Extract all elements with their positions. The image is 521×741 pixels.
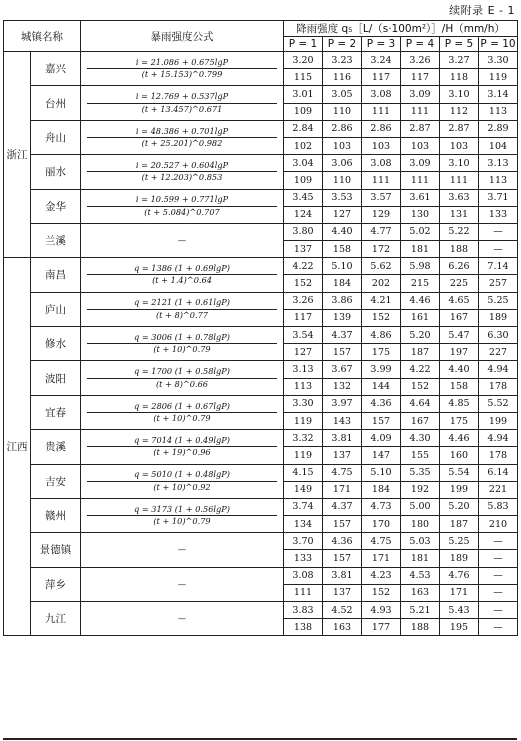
q-value: 3.81 [323,430,362,447]
q-value: 3.04 [284,155,323,172]
formula-denominator: (t + 19)^0.96 [153,447,211,458]
q-value: 4.75 [362,533,401,550]
province-name: 江西 [4,258,31,636]
h-value: 225 [440,275,479,292]
table-row [4,361,518,378]
h-value: 110 [323,172,362,189]
h-value: 171 [440,584,479,601]
q-value: 3.83 [284,602,323,619]
h-value: 143 [323,412,362,429]
h-value: 103 [323,137,362,154]
h-value: 133 [479,206,518,223]
city-name: 嘉兴 [31,52,81,86]
q-value: 4.85 [440,395,479,412]
q-value: 5.20 [440,498,479,515]
h-value: 131 [440,206,479,223]
table-row [4,464,518,481]
q-value: 4.75 [323,464,362,481]
h-value: 202 [362,275,401,292]
q-value: 3.23 [323,52,362,69]
formula-cell [81,464,284,498]
table-row [4,533,518,550]
formula-cell [81,327,284,361]
q-value: 3.99 [362,361,401,378]
formula-cell [81,430,284,464]
q-value: 4.40 [323,223,362,240]
q-value: 4.30 [401,430,440,447]
h-value: 180 [401,516,440,533]
continued-label: 续附录 E - 1 [449,4,515,17]
h-value: 111 [401,172,440,189]
h-value: 124 [284,206,323,223]
formula-numerator: q = 1700 (1 + 0.58lgP) [87,367,277,378]
h-value: 113 [479,103,518,120]
h-value: 109 [284,103,323,120]
province-name: 浙江 [4,52,31,258]
formula-numerator: i = 10.599 + 0.771lgP [87,195,277,206]
city-name: 景德镇 [31,533,81,567]
q-value: 4.36 [323,533,362,550]
h-value: 158 [440,378,479,395]
formula-denominator: (t + 15.153)^0.799 [141,69,223,80]
formula-numerator: q = 3006 (1 + 0.78lgP) [87,333,277,344]
h-value: 189 [479,309,518,326]
h-value: 199 [440,481,479,498]
q-value: 2.87 [440,120,479,137]
h-value: 175 [362,344,401,361]
q-value: 3.14 [479,86,518,103]
city-name: 波阳 [31,361,81,395]
formula-cell [81,361,284,395]
table-row [4,567,518,584]
h-value: 137 [284,241,323,258]
q-value: 5.22 [440,223,479,240]
formula-denominator: (t + 8)^0.66 [155,378,209,389]
city-name: 庐山 [31,292,81,326]
h-value: 167 [401,412,440,429]
formula-cell [81,292,284,326]
h-value: 160 [440,447,479,464]
q-value: 5.10 [323,258,362,275]
formula-cell [81,155,284,189]
q-value: 3.06 [323,155,362,172]
q-value: 3.26 [284,292,323,309]
h-value: 137 [323,447,362,464]
h-value: 192 [401,481,440,498]
q-value: 3.13 [479,155,518,172]
q-value: 3.20 [284,52,323,69]
q-value: 3.54 [284,327,323,344]
q-value: 5.35 [401,464,440,481]
q-value: 3.86 [323,292,362,309]
q-value: 3.09 [401,155,440,172]
q-value: 3.05 [323,86,362,103]
formula-numerator: q = 5010 (1 + 0.48lgP) [87,470,277,481]
q-value: 2.86 [362,120,401,137]
table-row [4,602,518,619]
formula-cell [81,533,284,567]
h-value: 257 [479,275,518,292]
formula-denominator: (t + 12.203)^0.853 [141,172,223,183]
q-value: 5.02 [401,223,440,240]
h-value: 111 [284,584,323,601]
formula-denominator: (t + 10)^0.79 [153,344,211,355]
h-value: 187 [440,516,479,533]
city-name: 南昌 [31,258,81,292]
formula-numerator: q = 7014 (1 + 0.49lgP) [87,436,277,447]
q-value: 4.94 [479,361,518,378]
h-value: 134 [284,516,323,533]
q-value: 6.14 [479,464,518,481]
city-name: 台州 [31,86,81,120]
h-value: 132 [323,378,362,395]
q-value: 5.83 [479,498,518,515]
table-row [4,258,518,275]
q-value: 3.74 [284,498,323,515]
formula-cell [81,223,284,257]
h-value: 152 [284,275,323,292]
formula-numerator: q = 1386 (1 + 0.69lgP) [87,264,277,275]
q-value: 5.03 [401,533,440,550]
q-value: 4.52 [323,602,362,619]
city-name: 丽水 [31,155,81,189]
h-value: 189 [440,550,479,567]
formula-denominator: (t + 13.457)^0.671 [141,103,223,114]
h-value: 144 [362,378,401,395]
h-value: 129 [362,206,401,223]
h-value: 103 [440,137,479,154]
h-value: 115 [284,69,323,86]
q-value: 5.52 [479,395,518,412]
city-name: 贵溪 [31,430,81,464]
city-name: 修水 [31,327,81,361]
q-value: 3.32 [284,430,323,447]
q-value: 4.46 [401,292,440,309]
formula-numerator: q = 3173 (1 + 0.56lgP) [87,505,277,516]
table-row [4,223,518,240]
q-value: 4.64 [401,395,440,412]
city-name: 舟山 [31,120,81,154]
q-value: 4.15 [284,464,323,481]
city-name: 兰溪 [31,223,81,257]
table-row [4,86,518,103]
q-value: 4.93 [362,602,401,619]
h-value: 102 [284,137,323,154]
q-value: 3.08 [362,86,401,103]
q-value: 2.87 [401,120,440,137]
h-value: 113 [479,172,518,189]
h-value: 111 [362,103,401,120]
h-value: 152 [362,309,401,326]
q-value: 3.10 [440,155,479,172]
h-value: 188 [440,241,479,258]
h-value: 133 [284,550,323,567]
q-value: 3.57 [362,189,401,206]
h-value: 149 [284,481,323,498]
table-row [4,498,518,515]
q-value: 7.14 [479,258,518,275]
q-value: 2.86 [323,120,362,137]
header-period: P = 5 [440,37,479,52]
formula-dash: — [177,234,187,245]
h-value: 175 [440,412,479,429]
q-value: 4.37 [323,327,362,344]
q-value: 5.10 [362,464,401,481]
h-value: 197 [440,344,479,361]
h-value: 139 [323,309,362,326]
q-value: 3.70 [284,533,323,550]
h-value: 163 [323,619,362,636]
table-row [4,52,518,69]
table-row [4,327,518,344]
h-value: 147 [362,447,401,464]
q-value: 5.25 [440,533,479,550]
h-value: 138 [284,619,323,636]
h-value: 103 [362,137,401,154]
q-value: 3.26 [401,52,440,69]
h-value: 158 [323,241,362,258]
table-row [4,430,518,447]
formula-cell [81,395,284,429]
h-value: 157 [323,550,362,567]
h-value: 111 [362,172,401,189]
h-value: 188 [401,619,440,636]
formula-denominator: (t + 10)^0.92 [153,481,211,492]
q-value: 2.84 [284,120,323,137]
table-row [4,395,518,412]
h-value: 152 [401,378,440,395]
q-value: 5.43 [440,602,479,619]
h-value: 119 [479,69,518,86]
formula-cell [81,498,284,532]
table-row [4,155,518,172]
h-value: 184 [362,481,401,498]
h-value: 171 [362,550,401,567]
h-value: 111 [401,103,440,120]
formula-cell [81,189,284,223]
h-value: 167 [440,309,479,326]
q-value: 4.09 [362,430,401,447]
q-value: 5.00 [401,498,440,515]
h-value: 178 [479,447,518,464]
city-name: 赣州 [31,498,81,532]
q-value: 3.63 [440,189,479,206]
q-value: 5.25 [479,292,518,309]
q-value: 4.22 [401,361,440,378]
q-value: — [479,567,518,584]
q-value: 4.77 [362,223,401,240]
city-name: 九江 [31,602,81,636]
q-value: 5.98 [401,258,440,275]
h-value: 116 [323,69,362,86]
q-value: 3.30 [284,395,323,412]
q-value: 4.76 [440,567,479,584]
formula-denominator: (t + 1.4)^0.64 [152,275,212,286]
h-value: 130 [401,206,440,223]
h-value: 152 [362,584,401,601]
city-name: 萍乡 [31,567,81,601]
rainfall-intensity-table [3,20,518,636]
q-value: 3.67 [323,361,362,378]
h-value: 157 [362,412,401,429]
h-value: 171 [323,481,362,498]
q-value: — [479,602,518,619]
q-value: — [479,533,518,550]
h-value: — [479,550,518,567]
formula-denominator: (t + 10)^0.79 [153,516,211,527]
q-value: 4.94 [479,430,518,447]
formula-cell [81,86,284,120]
formula-dash: — [177,612,187,623]
h-value: 215 [401,275,440,292]
q-value: 6.26 [440,258,479,275]
h-value: 178 [479,378,518,395]
q-value: 4.21 [362,292,401,309]
h-value: 199 [479,412,518,429]
q-value: 4.65 [440,292,479,309]
q-value: 5.47 [440,327,479,344]
q-value: 3.97 [323,395,362,412]
q-value: 3.45 [284,189,323,206]
city-name: 金华 [31,189,81,223]
h-value: 117 [284,309,323,326]
h-value: 184 [323,275,362,292]
h-value: 195 [440,619,479,636]
q-value: 4.22 [284,258,323,275]
q-value: 5.21 [401,602,440,619]
q-value: 3.09 [401,86,440,103]
q-value: 5.54 [440,464,479,481]
formula-cell [81,52,284,86]
h-value: 137 [323,584,362,601]
q-value: 3.80 [284,223,323,240]
formula-cell [81,567,284,601]
h-value: 127 [284,344,323,361]
q-value: 4.36 [362,395,401,412]
h-value: 110 [323,103,362,120]
h-value: 109 [284,172,323,189]
formula-denominator: (t + 5.084)^0.707 [144,206,220,217]
q-value: 5.62 [362,258,401,275]
q-value: 3.61 [401,189,440,206]
header-period: P = 10 [480,38,516,50]
h-value: 117 [362,69,401,86]
formula-denominator: (t + 10)^0.79 [153,412,211,423]
h-value: 103 [401,137,440,154]
q-value: 3.08 [284,567,323,584]
h-value: 181 [401,241,440,258]
q-value: 3.08 [362,155,401,172]
q-value: 3.81 [323,567,362,584]
formula-numerator: q = 2806 (1 + 0.67lgP) [87,402,277,413]
h-value: 157 [323,344,362,361]
formula-numerator: i = 20.527 + 0.604lgP [87,161,277,172]
table-row [4,189,518,206]
h-value: 117 [401,69,440,86]
header-city-name: 城镇名称 [4,21,81,52]
h-value: — [479,584,518,601]
q-value: — [479,223,518,240]
q-value: 4.40 [440,361,479,378]
q-value: 6.30 [479,327,518,344]
q-value: 3.10 [440,86,479,103]
q-value: 2.89 [479,120,518,137]
formula-dash: — [177,544,187,555]
q-value: 4.37 [323,498,362,515]
header-period: P = 4 [401,37,440,52]
city-name: 吉安 [31,464,81,498]
header-intensity: 降雨强度 q₅［L/（s·100m²）］/H（mm/h） [284,21,518,37]
q-value: 4.73 [362,498,401,515]
formula-cell [81,120,284,154]
table-row [4,120,518,137]
header-formula: 暴雨强度公式 [81,21,284,52]
q-value: 4.46 [440,430,479,447]
formula-cell [81,602,284,636]
q-value: 3.24 [362,52,401,69]
h-value: 181 [401,550,440,567]
formula-denominator: (t + 8)^0.77 [155,309,209,320]
q-value: 3.27 [440,52,479,69]
q-value: 3.13 [284,361,323,378]
h-value: 161 [401,309,440,326]
h-value: — [479,241,518,258]
h-value: 177 [362,619,401,636]
h-value: — [479,619,518,636]
h-value: 112 [440,103,479,120]
h-value: 170 [362,516,401,533]
h-value: 127 [323,206,362,223]
h-value: 172 [362,241,401,258]
q-value: 4.53 [401,567,440,584]
h-value: 111 [440,172,479,189]
h-value: 187 [401,344,440,361]
q-value: 3.71 [479,189,518,206]
h-value: 157 [323,516,362,533]
city-name: 宜春 [31,395,81,429]
formula-dash: — [177,578,187,589]
formula-numerator: i = 48.386 + 0.701lgP [87,127,277,138]
formula-cell [81,258,284,292]
h-value: 227 [479,344,518,361]
formula-numerator: q = 2121 (1 + 0.61lgP) [87,298,277,309]
h-value: 104 [479,137,518,154]
formula-denominator: (t + 25.201)^0.982 [141,137,223,148]
h-value: 210 [479,516,518,533]
q-value: 4.86 [362,327,401,344]
h-value: 163 [401,584,440,601]
formula-numerator: i = 21.086 + 0.675lgP [87,58,277,69]
formula-numerator: i = 12.769 + 0.537lgP [87,92,277,103]
h-value: 119 [284,447,323,464]
h-value: 119 [284,412,323,429]
q-value: 4.23 [362,567,401,584]
header-period: P = 1 [284,37,323,52]
q-value: 5.20 [401,327,440,344]
h-value: 221 [479,481,518,498]
h-value: 155 [401,447,440,464]
table-bottom-rule [3,738,517,740]
header-period: P = 2 [323,37,362,52]
q-value: 3.01 [284,86,323,103]
q-value: 3.53 [323,189,362,206]
h-value: 113 [284,378,323,395]
header-period: P = 3 [362,37,401,52]
h-value: 118 [440,69,479,86]
table-row [4,292,518,309]
q-value: 3.30 [479,52,518,69]
